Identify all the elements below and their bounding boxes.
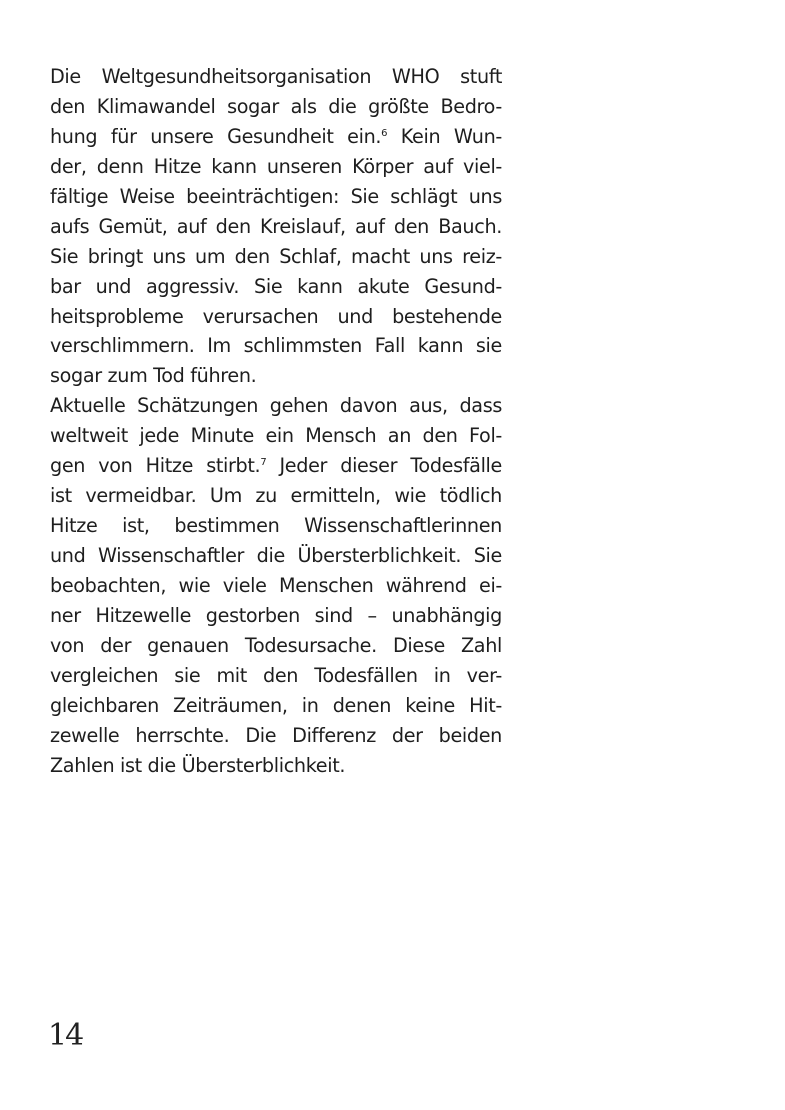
- text-line: Aktuelle Schätzungen gehen davon aus, dass: [50, 394, 502, 418]
- text-line: von der genauen Todesursache. Diese Zahl: [50, 633, 502, 657]
- footnote-reference: 7: [260, 457, 267, 469]
- text-line: beobachten, wie viele Menschen während ei-: [50, 573, 502, 597]
- page-number: 14: [48, 1018, 83, 1053]
- text-line: heitsprobleme verursachen und bestehende: [50, 304, 502, 328]
- text-line: zewelle herrschte. Die Differenz der beiden: [50, 723, 502, 747]
- text-line: hung für unsere Gesundheit ein.$^6$ Kein Wun-: [50, 124, 502, 148]
- body-text: [50, 62, 502, 781]
- text-line: Zahlen ist die Übersterblichkeit.: [50, 753, 346, 777]
- text-line: gen von Hitze stirbt.$^7$ Jeder dieser Todesfälle: [50, 454, 502, 478]
- text-line: den Klimawandel sogar als die größte Bedro-: [50, 94, 502, 118]
- text-line: bar und aggressiv. Sie kann akute Gesund-: [50, 274, 502, 298]
- text-line: ner Hitzewelle gestorben sind – unabhängig: [50, 603, 502, 627]
- text-line: aufs Gemüt, auf den Kreislauf, auf den Bauch.: [50, 214, 502, 238]
- text-line: vergleichen sie mit den Todesfällen in ver-: [50, 663, 502, 687]
- text-line: Die Weltgesundheitsorganisation WHO stuft: [50, 65, 502, 88]
- text-line: Sie bringt uns um den Schlaf, macht uns reiz-: [50, 244, 502, 268]
- text-line: gleichbaren Zeiträumen, in denen keine Hit-: [50, 693, 502, 717]
- text-line: verschlimmern. Im schlimmsten Fall kann sie: [50, 334, 502, 358]
- text-line: Hitze ist, bestimmen Wissenschaftlerinnen: [50, 514, 502, 538]
- text-line: sogar zum Tod führen.: [50, 364, 257, 388]
- text-line: fältige Weise beeinträchtigen: Sie schlägt uns: [50, 184, 502, 208]
- text-line: weltweit jede Minute ein Mensch an den Fol-: [50, 424, 502, 448]
- text-line: der, denn Hitze kann unseren Körper auf viel-: [50, 154, 502, 178]
- text-line: und Wissenschaftler die Übersterblichkeit. Sie: [50, 544, 502, 567]
- text-line: ist vermeidbar. Um zu ermitteln, wie tödlich: [50, 484, 502, 508]
- paragraph: [50, 391, 502, 780]
- footnote-reference: 6: [381, 127, 388, 139]
- paragraph: [50, 62, 502, 391]
